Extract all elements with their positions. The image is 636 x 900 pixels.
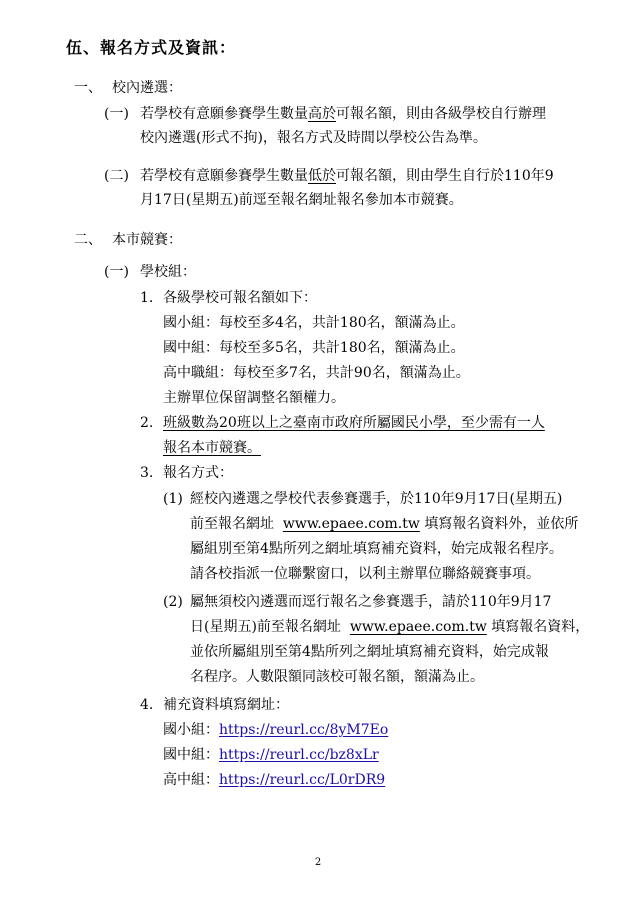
part1-item1-number: (一): [104, 106, 129, 122]
n3-p2-line2-start: 日(星期五)前至報名網址: [190, 619, 341, 635]
part2-heading-number: 二、: [74, 232, 102, 248]
n2-line1: 班級數為20班以上之臺南市政府所屬國民小學，至少需有一人: [163, 415, 545, 431]
quota-junior-high: 國中組：每校至多5名，共計180名，額滿為止。: [163, 340, 465, 356]
supplement-link-junior-high: [163, 745, 379, 765]
part1-item1-line2: 校內遴選(形式不拘)，報名方式及時間以學校公告為準。: [140, 130, 487, 146]
n3-text: 報名方式：: [163, 465, 233, 481]
n3-p2-line2: [190, 617, 589, 637]
registration-url-1[interactable]: www.epaee.com.tw: [282, 516, 420, 532]
part1-item2-line2: 月17日(星期五)前逕至報名網址報名參加本市競賽。: [140, 192, 463, 208]
n2-number: 2.: [140, 415, 154, 431]
n3-p1-line3: 屬組別至第4點所列之網址填寫補充資料，始完成報名程序。: [190, 541, 563, 557]
supplement-url-junior-high[interactable]: https://reurl.cc/bz8xLr: [219, 747, 379, 763]
supplement-label-junior-high: 國中組：: [163, 747, 219, 763]
part2-sub-number: (一): [104, 264, 129, 280]
supplement-url-elementary[interactable]: https://reurl.cc/8yM7Eo: [219, 722, 389, 738]
n1-text: 各級學校可報名額如下：: [163, 290, 317, 306]
supplement-link-elementary: [163, 720, 388, 740]
page-number: 2: [314, 857, 322, 868]
n3-p1-line1: 經校內遴選之學校代表參賽選手，於110年9月17日(星期五): [190, 491, 563, 507]
n3-p2-line4: 名程序。人數限額同該校可報名額，額滿為止。: [190, 669, 484, 685]
n3-p1-line2-start: 前至報名網址: [190, 516, 274, 532]
part1-item2-number: (二): [104, 168, 129, 184]
n3-p1-line4: 請各校指派一位聯繫窗口，以利主辦單位聯絡競賽事項。: [190, 566, 540, 582]
part1-item2-line1-end: 可報名額，則由學生自行於110年9: [336, 168, 554, 184]
supplement-url-senior-high[interactable]: https://reurl.cc/L0rDR9: [219, 772, 386, 788]
part1-item2-line1: [140, 166, 554, 186]
underlined-higher: 高於: [308, 106, 336, 122]
underlined-lower: 低於: [308, 168, 336, 184]
registration-url-2[interactable]: www.epaee.com.tw: [349, 619, 487, 635]
part1-heading-number: 一、: [74, 80, 102, 96]
n3-number: 3.: [140, 465, 154, 481]
part1-item1-line1-start: 若學校有意願參賽學生數量: [140, 106, 308, 122]
n2-line2: 報名本市競賽。: [163, 440, 261, 456]
quota-senior-high: 高中職組：每校至多7名，共計90名，額滿為止。: [163, 365, 470, 381]
n4-number: 4.: [140, 697, 154, 713]
n3-p2-line1: 屬無須校內遴選而逕行報名之參賽選手，請於110年9月17: [190, 594, 552, 610]
part1-item1-line1: [140, 104, 546, 124]
section-title: 伍、報名方式及資訊：: [66, 38, 237, 57]
quota-elementary: 國小組：每校至多4名，共計180名，額滿為止。: [163, 315, 465, 331]
n3-p1-line2-end: 填寫報名資料外，並依所: [424, 516, 579, 532]
part1-item1-line1-end: 可報名額，則由各級學校自行辦理: [336, 106, 546, 122]
n3-p1-number: (1): [163, 491, 183, 507]
part1-item2-line1-start: 若學校有意願參賽學生數量: [140, 168, 308, 184]
n3-p2-line2-end: 填寫報名資料，: [491, 619, 590, 635]
n3-p2-line3: 並依所屬組別至第4點所列之網址填寫補充資料，始完成報: [190, 644, 549, 660]
n3-p2-number: (2): [163, 594, 183, 610]
part1-heading: 校內遴選：: [112, 80, 182, 96]
supplement-link-senior-high: [163, 770, 385, 790]
n1-number: 1.: [140, 290, 154, 306]
part2-heading: 本市競賽：: [112, 232, 182, 248]
n3-p1-line2: [190, 514, 578, 534]
quota-note: 主辦單位保留調整名額權力。: [163, 390, 345, 406]
part2-sub-heading: 學校組：: [140, 264, 196, 280]
supplement-label-elementary: 國小組：: [163, 722, 219, 738]
n4-text: 補充資料填寫網址：: [163, 697, 289, 713]
supplement-label-senior-high: 高中組：: [163, 772, 219, 788]
